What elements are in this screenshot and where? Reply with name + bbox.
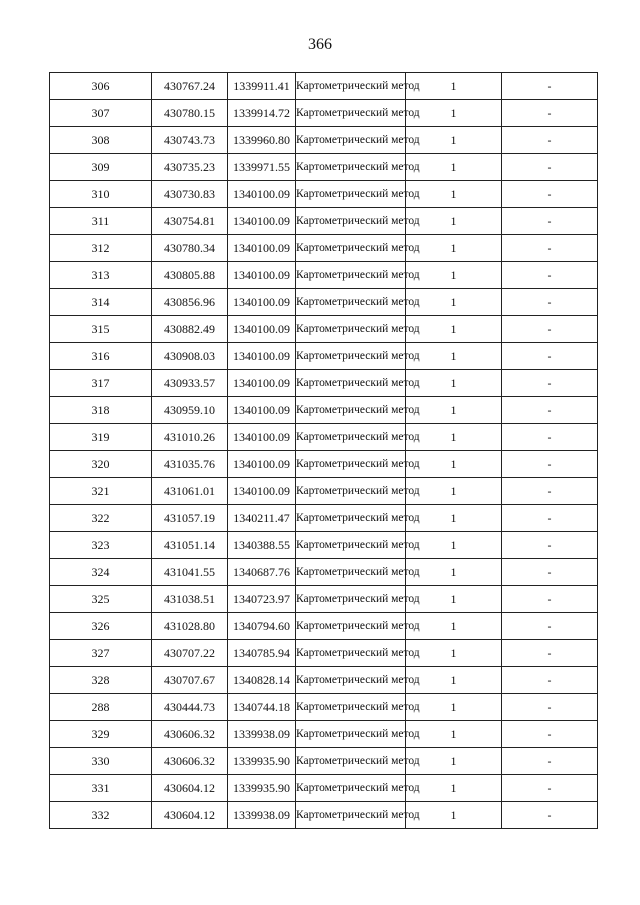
accuracy-cell: 1 [406,424,502,451]
table-row [50,154,598,181]
y-coordinate-cell: 1339960.80 [228,127,296,154]
point-id-cell: 310 [50,181,152,208]
y-coordinate-cell: 1339938.09 [228,802,296,829]
x-coordinate-cell: 430707.22 [152,640,228,667]
x-coordinate-cell: 431041.55 [152,559,228,586]
point-id-cell: 326 [50,613,152,640]
y-coordinate-cell: 1340100.09 [228,343,296,370]
table-row [50,775,598,802]
y-coordinate-cell: 1340794.60 [228,613,296,640]
method-cell: Картометрический метод [296,694,406,721]
x-coordinate-cell: 430735.23 [152,154,228,181]
method-cell: Картометрический метод [296,208,406,235]
point-id-cell: 324 [50,559,152,586]
accuracy-cell: 1 [406,613,502,640]
method-cell: Картометрический метод [296,370,406,397]
x-coordinate-cell: 430604.12 [152,802,228,829]
method-cell: Картометрический метод [296,100,406,127]
point-id-cell: 309 [50,154,152,181]
accuracy-cell: 1 [406,802,502,829]
accuracy-cell: 1 [406,640,502,667]
y-coordinate-cell: 1339914.72 [228,100,296,127]
point-id-cell: 306 [50,73,152,100]
accuracy-cell: 1 [406,316,502,343]
point-id-cell: 328 [50,667,152,694]
y-coordinate-cell: 1340828.14 [228,667,296,694]
point-id-cell: 314 [50,289,152,316]
y-coordinate-cell: 1340100.09 [228,316,296,343]
method-cell: Картометрический метод [296,235,406,262]
y-coordinate-cell: 1340785.94 [228,640,296,667]
x-coordinate-cell: 430604.12 [152,775,228,802]
method-cell: Картометрический метод [296,775,406,802]
table-row [50,451,598,478]
x-coordinate-cell: 430743.73 [152,127,228,154]
accuracy-cell: 1 [406,505,502,532]
x-coordinate-cell: 431051.14 [152,532,228,559]
note-cell: - [502,613,598,640]
accuracy-cell: 1 [406,154,502,181]
table-row [50,802,598,829]
point-id-cell: 288 [50,694,152,721]
note-cell: - [502,289,598,316]
note-cell: - [502,181,598,208]
x-coordinate-cell: 430882.49 [152,316,228,343]
table-row [50,586,598,613]
point-id-cell: 330 [50,748,152,775]
table-row [50,73,598,100]
note-cell: - [502,748,598,775]
x-coordinate-cell: 431010.26 [152,424,228,451]
method-cell: Картометрический метод [296,478,406,505]
accuracy-cell: 1 [406,721,502,748]
y-coordinate-cell: 1339935.90 [228,775,296,802]
note-cell: - [502,505,598,532]
accuracy-cell: 1 [406,748,502,775]
y-coordinate-cell: 1340100.09 [228,397,296,424]
accuracy-cell: 1 [406,775,502,802]
table-row [50,100,598,127]
method-cell: Картометрический метод [296,127,406,154]
method-cell: Картометрический метод [296,343,406,370]
note-cell: - [502,640,598,667]
x-coordinate-cell: 430730.83 [152,181,228,208]
point-id-cell: 317 [50,370,152,397]
y-coordinate-cell: 1340100.09 [228,370,296,397]
table-row [50,370,598,397]
table-row [50,559,598,586]
note-cell: - [502,154,598,181]
point-id-cell: 320 [50,451,152,478]
point-id-cell: 323 [50,532,152,559]
y-coordinate-cell: 1340100.09 [228,235,296,262]
note-cell: - [502,667,598,694]
table-row [50,181,598,208]
table-row [50,613,598,640]
y-coordinate-cell: 1340687.76 [228,559,296,586]
note-cell: - [502,262,598,289]
note-cell: - [502,586,598,613]
y-coordinate-cell: 1339938.09 [228,721,296,748]
table-row [50,397,598,424]
y-coordinate-cell: 1339911.41 [228,73,296,100]
method-cell: Картометрический метод [296,181,406,208]
table-row [50,505,598,532]
note-cell: - [502,451,598,478]
table-row [50,343,598,370]
point-id-cell: 319 [50,424,152,451]
method-cell: Картометрический метод [296,802,406,829]
method-cell: Картометрический метод [296,397,406,424]
point-id-cell: 329 [50,721,152,748]
table-row [50,478,598,505]
method-cell: Картометрический метод [296,154,406,181]
y-coordinate-cell: 1339935.90 [228,748,296,775]
x-coordinate-cell: 430856.96 [152,289,228,316]
point-id-cell: 318 [50,397,152,424]
note-cell: - [502,775,598,802]
note-cell: - [502,100,598,127]
method-cell: Картометрический метод [296,505,406,532]
y-coordinate-cell: 1340100.09 [228,451,296,478]
x-coordinate-cell: 431061.01 [152,478,228,505]
accuracy-cell: 1 [406,478,502,505]
accuracy-cell: 1 [406,73,502,100]
accuracy-cell: 1 [406,208,502,235]
note-cell: - [502,532,598,559]
table-row [50,289,598,316]
method-cell: Картометрический метод [296,667,406,694]
note-cell: - [502,73,598,100]
point-id-cell: 316 [50,343,152,370]
point-id-cell: 311 [50,208,152,235]
x-coordinate-cell: 431038.51 [152,586,228,613]
point-id-cell: 322 [50,505,152,532]
y-coordinate-cell: 1340100.09 [228,424,296,451]
x-coordinate-cell: 430933.57 [152,370,228,397]
table-row [50,127,598,154]
table-row [50,721,598,748]
x-coordinate-cell: 430606.32 [152,721,228,748]
method-cell: Картометрический метод [296,262,406,289]
method-cell: Картометрический метод [296,559,406,586]
table-row [50,694,598,721]
point-id-cell: 315 [50,316,152,343]
point-id-cell: 331 [50,775,152,802]
method-cell: Картометрический метод [296,748,406,775]
table-row [50,667,598,694]
accuracy-cell: 1 [406,397,502,424]
accuracy-cell: 1 [406,127,502,154]
method-cell: Картометрический метод [296,613,406,640]
point-id-cell: 325 [50,586,152,613]
accuracy-cell: 1 [406,586,502,613]
method-cell: Картометрический метод [296,316,406,343]
table-row [50,640,598,667]
x-coordinate-cell: 431028.80 [152,613,228,640]
x-coordinate-cell: 430606.32 [152,748,228,775]
y-coordinate-cell: 1340100.09 [228,478,296,505]
note-cell: - [502,802,598,829]
y-coordinate-cell: 1340388.55 [228,532,296,559]
method-cell: Картометрический метод [296,451,406,478]
method-cell: Картометрический метод [296,586,406,613]
method-cell: Картометрический метод [296,289,406,316]
y-coordinate-cell: 1340100.09 [228,289,296,316]
y-coordinate-cell: 1340100.09 [228,181,296,208]
page-number: 366 [308,36,332,53]
x-coordinate-cell: 430707.67 [152,667,228,694]
accuracy-cell: 1 [406,262,502,289]
x-coordinate-cell: 430780.15 [152,100,228,127]
note-cell: - [502,235,598,262]
point-id-cell: 327 [50,640,152,667]
x-coordinate-cell: 430805.88 [152,262,228,289]
point-id-cell: 308 [50,127,152,154]
method-cell: Картометрический метод [296,73,406,100]
y-coordinate-cell: 1340723.97 [228,586,296,613]
y-coordinate-cell: 1340744.18 [228,694,296,721]
accuracy-cell: 1 [406,289,502,316]
accuracy-cell: 1 [406,694,502,721]
y-coordinate-cell: 1340100.09 [228,208,296,235]
note-cell: - [502,424,598,451]
x-coordinate-cell: 431057.19 [152,505,228,532]
accuracy-cell: 1 [406,667,502,694]
table-row [50,748,598,775]
method-cell: Картометрический метод [296,424,406,451]
point-id-cell: 312 [50,235,152,262]
accuracy-cell: 1 [406,235,502,262]
accuracy-cell: 1 [406,100,502,127]
table-row [50,208,598,235]
accuracy-cell: 1 [406,343,502,370]
table-row [50,532,598,559]
y-coordinate-cell: 1340211.47 [228,505,296,532]
note-cell: - [502,721,598,748]
method-cell: Картометрический метод [296,640,406,667]
accuracy-cell: 1 [406,370,502,397]
x-coordinate-cell: 430780.34 [152,235,228,262]
note-cell: - [502,559,598,586]
note-cell: - [502,694,598,721]
note-cell: - [502,316,598,343]
point-id-cell: 321 [50,478,152,505]
x-coordinate-cell: 430959.10 [152,397,228,424]
x-coordinate-cell: 430444.73 [152,694,228,721]
note-cell: - [502,127,598,154]
x-coordinate-cell: 430767.24 [152,73,228,100]
accuracy-cell: 1 [406,181,502,208]
x-coordinate-cell: 431035.76 [152,451,228,478]
table-row [50,424,598,451]
point-id-cell: 313 [50,262,152,289]
note-cell: - [502,397,598,424]
y-coordinate-cell: 1340100.09 [228,262,296,289]
note-cell: - [502,343,598,370]
x-coordinate-cell: 430754.81 [152,208,228,235]
table-row [50,262,598,289]
point-id-cell: 307 [50,100,152,127]
method-cell: Картометрический метод [296,532,406,559]
point-id-cell: 332 [50,802,152,829]
accuracy-cell: 1 [406,451,502,478]
table-row [50,316,598,343]
coordinates-table-body [50,73,598,829]
note-cell: - [502,208,598,235]
note-cell: - [502,478,598,505]
accuracy-cell: 1 [406,532,502,559]
note-cell: - [502,370,598,397]
method-cell: Картометрический метод [296,721,406,748]
accuracy-cell: 1 [406,559,502,586]
x-coordinate-cell: 430908.03 [152,343,228,370]
coordinates-table [49,72,598,829]
table-row [50,235,598,262]
y-coordinate-cell: 1339971.55 [228,154,296,181]
